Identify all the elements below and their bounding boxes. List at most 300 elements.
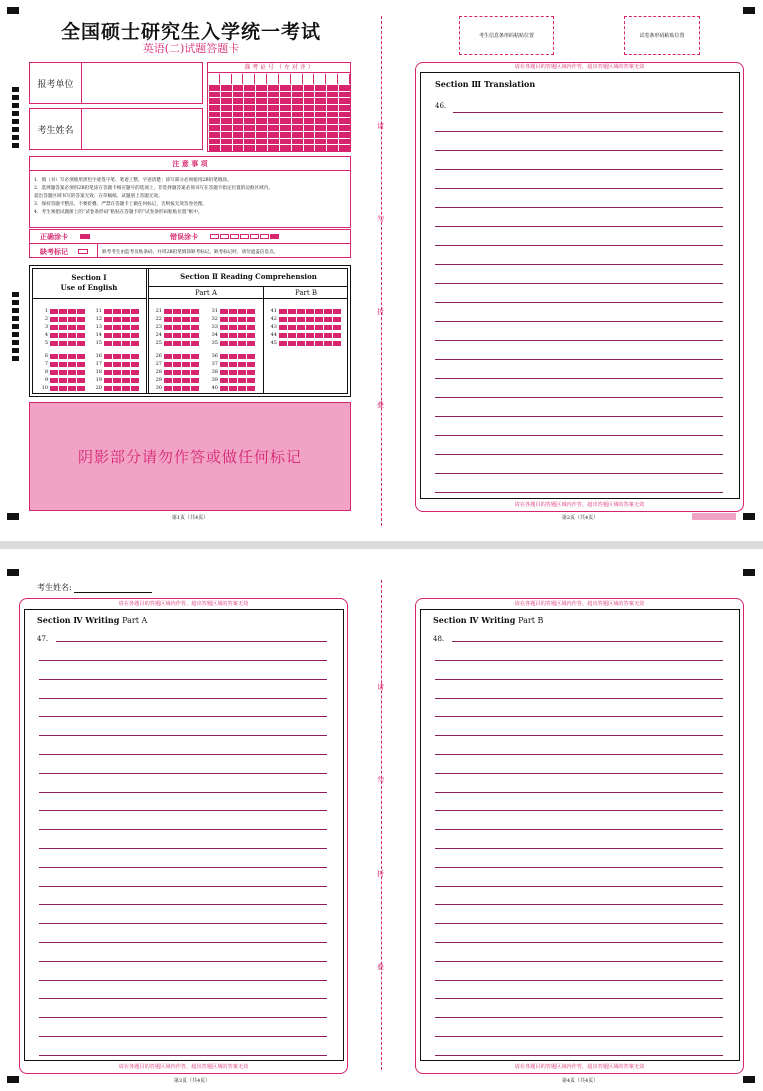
answer-bubble[interactable] xyxy=(182,325,190,330)
answer-bubble[interactable] xyxy=(191,370,199,375)
id-bubble[interactable] xyxy=(327,92,338,98)
question-row[interactable] xyxy=(92,385,140,391)
answer-bubble[interactable] xyxy=(324,341,332,346)
answer-bubble[interactable] xyxy=(59,378,67,383)
id-bubble[interactable] xyxy=(280,98,291,104)
id-bubble[interactable] xyxy=(244,125,255,131)
answer-bubble[interactable] xyxy=(131,309,139,314)
answer-bubble[interactable] xyxy=(131,333,139,338)
answer-bubble[interactable] xyxy=(229,325,237,330)
question-row[interactable] xyxy=(208,369,256,375)
question-row[interactable] xyxy=(38,385,86,391)
answer-bubble[interactable] xyxy=(164,370,172,375)
answer-bubble[interactable] xyxy=(297,325,305,330)
id-bubble[interactable] xyxy=(339,118,350,124)
answer-bubble[interactable] xyxy=(182,370,190,375)
id-bubble[interactable] xyxy=(233,92,244,98)
answer-bubble[interactable] xyxy=(113,325,121,330)
question-row[interactable] xyxy=(208,316,256,322)
answer-bubble[interactable] xyxy=(247,362,255,367)
answer-bubble[interactable] xyxy=(113,309,121,314)
answer-bubble[interactable] xyxy=(229,386,237,391)
answer-bubble[interactable] xyxy=(173,386,181,391)
id-bubble[interactable] xyxy=(327,145,338,151)
id-bubble[interactable] xyxy=(327,105,338,111)
answer-bubble[interactable] xyxy=(77,370,85,375)
id-bubble[interactable] xyxy=(304,85,315,91)
id-bubble[interactable] xyxy=(244,85,255,91)
id-bubble[interactable] xyxy=(339,132,350,138)
answer-bubble[interactable] xyxy=(104,325,112,330)
answer-bubble[interactable] xyxy=(279,317,287,322)
answer-bubble[interactable] xyxy=(315,325,323,330)
answer-bubble[interactable] xyxy=(164,309,172,314)
answer-bubble[interactable] xyxy=(288,309,296,314)
id-bubble[interactable] xyxy=(327,139,338,145)
answer-bubble[interactable] xyxy=(229,370,237,375)
answer-bubble[interactable] xyxy=(104,362,112,367)
answer-bubble[interactable] xyxy=(191,362,199,367)
question-row[interactable] xyxy=(152,385,200,391)
id-bubble[interactable] xyxy=(304,125,315,131)
answer-bubble[interactable] xyxy=(173,362,181,367)
answer-bubble[interactable] xyxy=(306,341,314,346)
answer-bubble[interactable] xyxy=(164,325,172,330)
answer-bubble[interactable] xyxy=(173,370,181,375)
question-row[interactable] xyxy=(38,324,86,330)
id-bubble[interactable] xyxy=(339,125,350,131)
question-row[interactable] xyxy=(267,308,342,314)
id-bubble[interactable] xyxy=(256,85,267,91)
id-bubble[interactable] xyxy=(339,145,350,151)
answer-bubble[interactable] xyxy=(59,362,67,367)
exam-id-bubbles[interactable] xyxy=(209,85,350,151)
question-row[interactable] xyxy=(152,369,200,375)
answer-bubble[interactable] xyxy=(191,317,199,322)
answer-bubble[interactable] xyxy=(122,370,130,375)
answer-bubble[interactable] xyxy=(247,386,255,391)
question-row[interactable] xyxy=(208,361,256,367)
id-bubble[interactable] xyxy=(339,139,350,145)
answer-bubble[interactable] xyxy=(59,354,67,359)
question-row[interactable] xyxy=(267,316,342,322)
question-row[interactable] xyxy=(208,308,256,314)
id-bubble[interactable] xyxy=(209,125,220,131)
answer-bubble[interactable] xyxy=(50,325,58,330)
answer-bubble[interactable] xyxy=(68,309,76,314)
id-bubble[interactable] xyxy=(244,98,255,104)
id-bubble[interactable] xyxy=(339,98,350,104)
id-bubble[interactable] xyxy=(315,112,326,118)
answer-bubble[interactable] xyxy=(77,354,85,359)
answer-bubble[interactable] xyxy=(50,317,58,322)
answer-bubble[interactable] xyxy=(315,341,323,346)
answer-bubble[interactable] xyxy=(173,378,181,383)
answer-bubble[interactable] xyxy=(182,354,190,359)
id-bubble[interactable] xyxy=(221,145,232,151)
id-bubble[interactable] xyxy=(221,112,232,118)
id-bubble[interactable] xyxy=(315,105,326,111)
id-bubble[interactable] xyxy=(256,118,267,124)
id-bubble[interactable] xyxy=(280,132,291,138)
back-name-field[interactable] xyxy=(37,582,152,593)
id-bubble[interactable] xyxy=(209,98,220,104)
answer-bubble[interactable] xyxy=(238,341,246,346)
question-row[interactable] xyxy=(38,308,86,314)
question-row[interactable] xyxy=(208,353,256,359)
answer-bubble[interactable] xyxy=(229,341,237,346)
id-bubble[interactable] xyxy=(221,98,232,104)
question-row[interactable] xyxy=(208,377,256,383)
answer-bubble[interactable] xyxy=(68,333,76,338)
id-bubble[interactable] xyxy=(292,98,303,104)
answer-bubble[interactable] xyxy=(50,309,58,314)
answer-bubble[interactable] xyxy=(247,378,255,383)
id-bubble[interactable] xyxy=(209,85,220,91)
answer-bubble[interactable] xyxy=(122,386,130,391)
id-bubble[interactable] xyxy=(256,105,267,111)
id-bubble[interactable] xyxy=(304,118,315,124)
answer-bubble[interactable] xyxy=(122,354,130,359)
question-row[interactable] xyxy=(38,377,86,383)
id-bubble[interactable] xyxy=(280,145,291,151)
answer-bubble[interactable] xyxy=(113,341,121,346)
answer-bubble[interactable] xyxy=(113,370,121,375)
answer-bubble[interactable] xyxy=(77,362,85,367)
question-row[interactable] xyxy=(152,353,200,359)
id-bubble[interactable] xyxy=(244,139,255,145)
id-bubble[interactable] xyxy=(315,132,326,138)
id-bubble[interactable] xyxy=(292,139,303,145)
answer-bubble[interactable] xyxy=(238,317,246,322)
id-bubble[interactable] xyxy=(292,145,303,151)
answer-bubble[interactable] xyxy=(238,354,246,359)
id-bubble[interactable] xyxy=(292,85,303,91)
id-bubble[interactable] xyxy=(244,145,255,151)
answer-bubble[interactable] xyxy=(59,386,67,391)
answer-bubble[interactable] xyxy=(182,333,190,338)
id-bubble[interactable] xyxy=(315,98,326,104)
answer-bubble[interactable] xyxy=(164,386,172,391)
answer-bubble[interactable] xyxy=(288,341,296,346)
id-bubble[interactable] xyxy=(221,105,232,111)
answer-bubble[interactable] xyxy=(238,309,246,314)
answer-bubble[interactable] xyxy=(306,317,314,322)
answer-bubble[interactable] xyxy=(131,325,139,330)
answer-bubble[interactable] xyxy=(220,362,228,367)
answer-bubble[interactable] xyxy=(238,362,246,367)
answer-bubble[interactable] xyxy=(113,317,121,322)
id-bubble[interactable] xyxy=(233,145,244,151)
answer-bubble[interactable] xyxy=(50,362,58,367)
answer-bubble[interactable] xyxy=(173,317,181,322)
answer-bubble[interactable] xyxy=(50,386,58,391)
answer-bubble[interactable] xyxy=(288,325,296,330)
id-bubble[interactable] xyxy=(233,132,244,138)
question-row[interactable] xyxy=(92,353,140,359)
answer-bubble[interactable] xyxy=(279,341,287,346)
id-bubble[interactable] xyxy=(304,98,315,104)
question-row[interactable] xyxy=(92,308,140,314)
id-bubble[interactable] xyxy=(209,145,220,151)
id-bubble[interactable] xyxy=(280,112,291,118)
answer-bubble[interactable] xyxy=(247,309,255,314)
question-row[interactable] xyxy=(208,340,256,346)
writing-b-box[interactable] xyxy=(420,609,740,1061)
answer-bubble[interactable] xyxy=(238,370,246,375)
answer-bubble[interactable] xyxy=(173,341,181,346)
id-bubble[interactable] xyxy=(327,118,338,124)
question-row[interactable] xyxy=(208,324,256,330)
id-bubble[interactable] xyxy=(280,105,291,111)
question-row[interactable] xyxy=(38,340,86,346)
answer-bubble[interactable] xyxy=(173,309,181,314)
answer-bubble[interactable] xyxy=(164,333,172,338)
answer-bubble[interactable] xyxy=(220,378,228,383)
question-row[interactable] xyxy=(92,361,140,367)
answer-bubble[interactable] xyxy=(59,317,67,322)
answer-bubble[interactable] xyxy=(247,341,255,346)
answer-bubble[interactable] xyxy=(191,386,199,391)
answer-bubble[interactable] xyxy=(50,341,58,346)
answer-bubble[interactable] xyxy=(131,386,139,391)
id-bubble[interactable] xyxy=(268,112,279,118)
id-bubble[interactable] xyxy=(256,92,267,98)
id-bubble[interactable] xyxy=(327,125,338,131)
answer-bubble[interactable] xyxy=(77,341,85,346)
id-bubble[interactable] xyxy=(221,92,232,98)
id-bubble[interactable] xyxy=(292,132,303,138)
answer-bubble[interactable] xyxy=(131,362,139,367)
question-row[interactable] xyxy=(38,361,86,367)
answer-bubble[interactable] xyxy=(191,333,199,338)
answer-bubble[interactable] xyxy=(288,317,296,322)
id-bubble[interactable] xyxy=(221,139,232,145)
answer-bubble[interactable] xyxy=(173,325,181,330)
answer-bubble[interactable] xyxy=(59,341,67,346)
answer-bubble[interactable] xyxy=(113,378,121,383)
id-bubble[interactable] xyxy=(268,92,279,98)
id-bubble[interactable] xyxy=(233,85,244,91)
answer-bubble[interactable] xyxy=(77,309,85,314)
answer-bubble[interactable] xyxy=(59,309,67,314)
answer-bubble[interactable] xyxy=(173,333,181,338)
answer-bubble[interactable] xyxy=(104,354,112,359)
id-bubble[interactable] xyxy=(221,85,232,91)
answer-bubble[interactable] xyxy=(77,378,85,383)
id-bubble[interactable] xyxy=(233,125,244,131)
answer-bubble[interactable] xyxy=(279,325,287,330)
answer-bubble[interactable] xyxy=(220,354,228,359)
answer-bubble[interactable] xyxy=(324,325,332,330)
answer-bubble[interactable] xyxy=(182,362,190,367)
id-bubble[interactable] xyxy=(244,112,255,118)
id-bubble[interactable] xyxy=(315,125,326,131)
answer-bubble[interactable] xyxy=(122,341,130,346)
answer-bubble[interactable] xyxy=(164,378,172,383)
id-bubble[interactable] xyxy=(221,125,232,131)
id-bubble[interactable] xyxy=(209,132,220,138)
answer-bubble[interactable] xyxy=(324,333,332,338)
id-bubble[interactable] xyxy=(268,145,279,151)
id-bubble[interactable] xyxy=(209,92,220,98)
answer-bubble[interactable] xyxy=(220,341,228,346)
id-bubble[interactable] xyxy=(280,85,291,91)
answer-bubble[interactable] xyxy=(191,325,199,330)
answer-bubble[interactable] xyxy=(50,378,58,383)
answer-bubble[interactable] xyxy=(104,386,112,391)
question-row[interactable] xyxy=(152,316,200,322)
answer-bubble[interactable] xyxy=(131,354,139,359)
id-bubble[interactable] xyxy=(292,105,303,111)
id-bubble[interactable] xyxy=(244,132,255,138)
question-row[interactable] xyxy=(208,385,256,391)
question-row[interactable] xyxy=(152,324,200,330)
question-row[interactable] xyxy=(38,332,86,338)
answer-bubble[interactable] xyxy=(315,317,323,322)
id-bubble[interactable] xyxy=(233,98,244,104)
answer-bubble[interactable] xyxy=(122,309,130,314)
id-bubble[interactable] xyxy=(304,92,315,98)
question-row[interactable] xyxy=(152,377,200,383)
question-row[interactable] xyxy=(152,308,200,314)
id-bubble[interactable] xyxy=(280,125,291,131)
answer-bubble[interactable] xyxy=(50,370,58,375)
answer-bubble[interactable] xyxy=(297,317,305,322)
answer-bubble[interactable] xyxy=(247,325,255,330)
answer-bubble[interactable] xyxy=(68,386,76,391)
answer-bubble[interactable] xyxy=(238,325,246,330)
answer-bubble[interactable] xyxy=(220,386,228,391)
id-bubble[interactable] xyxy=(233,118,244,124)
answer-bubble[interactable] xyxy=(333,317,341,322)
id-bubble[interactable] xyxy=(268,132,279,138)
answer-bubble[interactable] xyxy=(122,378,130,383)
question-row[interactable] xyxy=(92,340,140,346)
question-row[interactable] xyxy=(38,369,86,375)
id-bubble[interactable] xyxy=(327,132,338,138)
id-bubble[interactable] xyxy=(280,139,291,145)
answer-bubble[interactable] xyxy=(182,378,190,383)
id-bubble[interactable] xyxy=(268,125,279,131)
answer-bubble[interactable] xyxy=(182,317,190,322)
answer-bubble[interactable] xyxy=(131,317,139,322)
answer-bubble[interactable] xyxy=(104,341,112,346)
answer-bubble[interactable] xyxy=(297,333,305,338)
answer-bubble[interactable] xyxy=(229,333,237,338)
answer-bubble[interactable] xyxy=(173,354,181,359)
question-row[interactable] xyxy=(152,361,200,367)
answer-bubble[interactable] xyxy=(247,354,255,359)
answer-bubble[interactable] xyxy=(68,370,76,375)
answer-bubble[interactable] xyxy=(306,333,314,338)
id-bubble[interactable] xyxy=(280,92,291,98)
answer-bubble[interactable] xyxy=(113,362,121,367)
answer-bubble[interactable] xyxy=(59,325,67,330)
answer-bubble[interactable] xyxy=(306,325,314,330)
question-row[interactable] xyxy=(92,324,140,330)
answer-bubble[interactable] xyxy=(279,333,287,338)
answer-bubble[interactable] xyxy=(77,317,85,322)
id-bubble[interactable] xyxy=(233,139,244,145)
answer-bubble[interactable] xyxy=(324,309,332,314)
id-bubble[interactable] xyxy=(339,105,350,111)
answer-bubble[interactable] xyxy=(122,362,130,367)
id-bubble[interactable] xyxy=(221,118,232,124)
answer-bubble[interactable] xyxy=(164,354,172,359)
unit-field[interactable] xyxy=(29,62,203,104)
answer-bubble[interactable] xyxy=(104,370,112,375)
question-row[interactable] xyxy=(92,369,140,375)
id-bubble[interactable] xyxy=(339,92,350,98)
id-bubble[interactable] xyxy=(304,132,315,138)
answer-bubble[interactable] xyxy=(182,309,190,314)
answer-bubble[interactable] xyxy=(77,325,85,330)
answer-bubble[interactable] xyxy=(59,370,67,375)
writing-a-box[interactable] xyxy=(24,609,344,1061)
answer-bubble[interactable] xyxy=(68,317,76,322)
id-bubble[interactable] xyxy=(315,92,326,98)
id-bubble[interactable] xyxy=(339,112,350,118)
answer-bubble[interactable] xyxy=(104,378,112,383)
question-row[interactable] xyxy=(38,353,86,359)
id-bubble[interactable] xyxy=(315,118,326,124)
id-bubble[interactable] xyxy=(233,112,244,118)
id-bubble[interactable] xyxy=(209,139,220,145)
id-bubble[interactable] xyxy=(256,125,267,131)
answer-bubble[interactable] xyxy=(238,386,246,391)
answer-bubble[interactable] xyxy=(315,309,323,314)
answer-bubble[interactable] xyxy=(191,309,199,314)
exam-id-grid[interactable] xyxy=(207,62,351,152)
answer-bubble[interactable] xyxy=(229,362,237,367)
id-bubble[interactable] xyxy=(292,92,303,98)
answer-bubble[interactable] xyxy=(220,370,228,375)
question-row[interactable] xyxy=(152,340,200,346)
answer-bubble[interactable] xyxy=(131,378,139,383)
answer-bubble[interactable] xyxy=(191,341,199,346)
answer-bubble[interactable] xyxy=(333,333,341,338)
id-bubble[interactable] xyxy=(315,145,326,151)
question-row[interactable] xyxy=(92,377,140,383)
answer-bubble[interactable] xyxy=(220,309,228,314)
id-bubble[interactable] xyxy=(339,85,350,91)
answer-bubble[interactable] xyxy=(113,386,121,391)
question-row[interactable] xyxy=(267,324,342,330)
answer-bubble[interactable] xyxy=(247,370,255,375)
answer-bubble[interactable] xyxy=(297,341,305,346)
id-bubble[interactable] xyxy=(327,112,338,118)
answer-bubble[interactable] xyxy=(104,333,112,338)
answer-bubble[interactable] xyxy=(122,317,130,322)
id-bubble[interactable] xyxy=(304,145,315,151)
answer-bubble[interactable] xyxy=(220,333,228,338)
answer-bubble[interactable] xyxy=(333,341,341,346)
question-row[interactable] xyxy=(208,332,256,338)
answer-bubble[interactable] xyxy=(229,378,237,383)
answer-bubble[interactable] xyxy=(122,333,130,338)
id-bubble[interactable] xyxy=(268,85,279,91)
answer-bubble[interactable] xyxy=(68,354,76,359)
answer-bubble[interactable] xyxy=(113,333,121,338)
id-bubble[interactable] xyxy=(268,98,279,104)
id-bubble[interactable] xyxy=(304,112,315,118)
answer-bubble[interactable] xyxy=(238,378,246,383)
answer-bubble[interactable] xyxy=(220,325,228,330)
question-row[interactable] xyxy=(38,316,86,322)
name-field[interactable] xyxy=(29,108,203,150)
answer-bubble[interactable] xyxy=(229,309,237,314)
